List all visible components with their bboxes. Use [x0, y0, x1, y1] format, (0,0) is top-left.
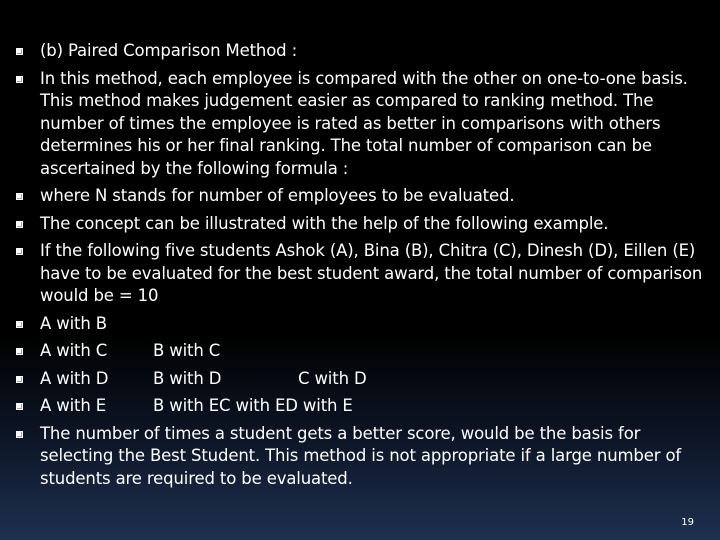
- page-number: 19: [681, 517, 694, 528]
- square-bullet-icon: [16, 376, 23, 383]
- square-bullet-icon: [16, 321, 23, 328]
- bullet-item-title: [16, 40, 708, 63]
- bullet-text: The concept can be illustrated with the help of the following example.: [40, 213, 609, 233]
- pair-cell: A with C: [40, 341, 108, 360]
- pair-cell: A with B: [40, 313, 107, 333]
- bullet-text: The number of times a student gets a better score, would be the basis for selecting the Best Student. This method is not appropriate if a large number of students are required to be evaluated.: [40, 423, 682, 488]
- bullet-text: (b) Paired Comparison Method :: [40, 41, 298, 60]
- pair-cell: B with EC with ED with E: [153, 396, 353, 415]
- square-bullet-icon: [16, 403, 23, 410]
- square-bullet-icon: [16, 248, 23, 255]
- square-bullet-icon: [16, 193, 23, 200]
- square-bullet-icon: [16, 348, 23, 355]
- slide-content: [16, 40, 708, 495]
- pair-cell: B with D: [153, 368, 222, 388]
- square-bullet-icon: [16, 431, 23, 438]
- pair-row: [16, 395, 708, 418]
- square-bullet-icon: [16, 48, 23, 55]
- bullet-text: In this method, each employee is compared with the other on one-to-one basis. This method makes judgement easier as compared to ranking method. The number of times the employee is rated as better in comparisons with others determines his or her final ranking. The total number of comparison can be ascertained by the following formula :: [40, 68, 688, 178]
- pair-cell: A with E: [40, 396, 107, 415]
- pair-row: [16, 368, 708, 391]
- pair-row: [16, 313, 708, 336]
- bullet-item-concept: [16, 213, 708, 236]
- bullet-item-description: [16, 68, 708, 181]
- bullet-item-example: [16, 240, 708, 308]
- pair-cell: B with C: [153, 341, 221, 360]
- pair-cell: A with D: [40, 368, 109, 388]
- bullet-text: If the following five students Ashok (A), Bina (B), Chitra (C), Dinesh (D), Eillen (E) have to be evaluated for the best student award, the total number of comparison would be = 10: [40, 241, 703, 305]
- pair-row: [16, 340, 708, 363]
- bullet-text: where N stands for number of employees to be evaluated.: [40, 186, 515, 205]
- pair-cell: C with D: [298, 368, 367, 388]
- square-bullet-icon: [16, 221, 23, 228]
- bullet-item-formula-note: [16, 185, 708, 208]
- square-bullet-icon: [16, 76, 23, 83]
- bullet-item-conclusion: [16, 423, 708, 491]
